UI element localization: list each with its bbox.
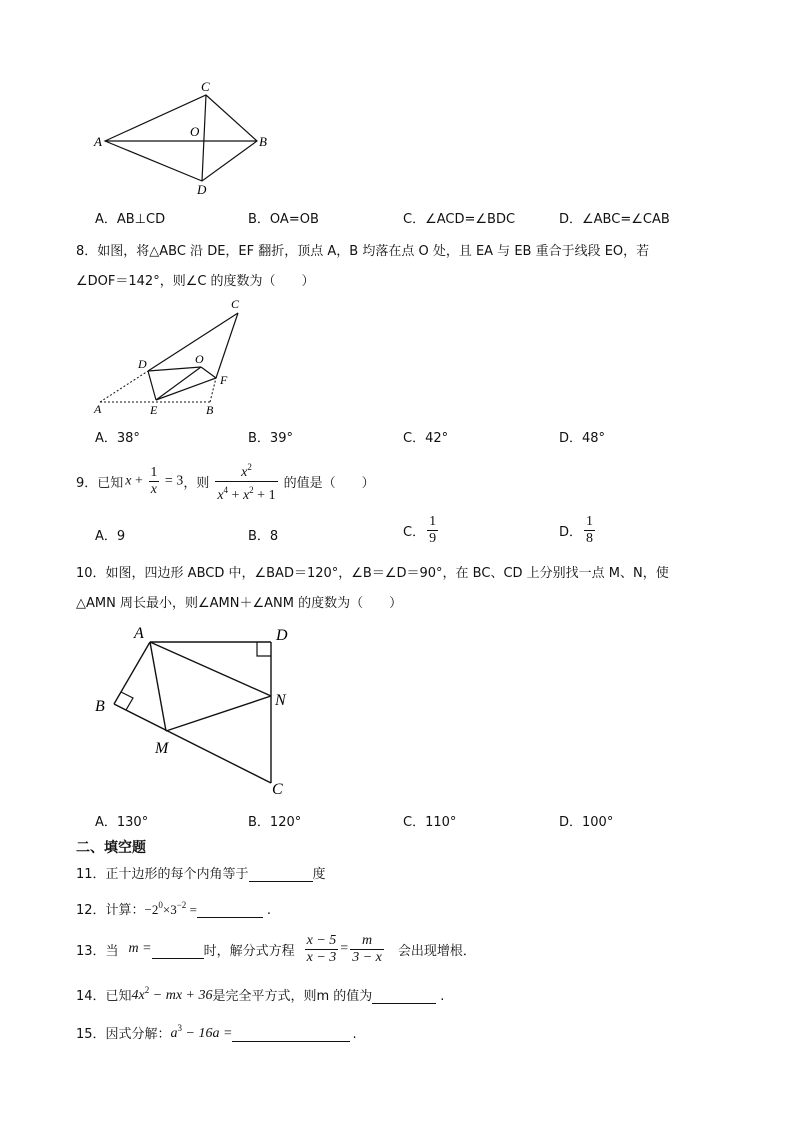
q8-segment-de bbox=[148, 371, 156, 400]
q9-option-a: A．9 bbox=[95, 529, 126, 544]
q9-prefix: 9．已知 bbox=[76, 475, 124, 491]
q12-answer-blank[interactable] bbox=[197, 903, 263, 918]
q10-segment-mn bbox=[166, 696, 271, 731]
q8-label-f: F bbox=[220, 373, 228, 387]
q10-side-bc bbox=[114, 704, 271, 783]
q7-label-o: O bbox=[190, 124, 200, 139]
q7-label-d: D bbox=[197, 182, 207, 197]
q9-option-d: D． $\frac{1}{8}$ bbox=[559, 514, 594, 546]
q8-dotted-bf bbox=[210, 378, 216, 402]
q10-stem-line2: △AMN 周长最小，则∠AMN＋∠ANM 的度数为（ ） bbox=[76, 596, 403, 611]
q9-condition: x + $\frac{1}{x}$ = 3 bbox=[125, 464, 184, 497]
q8-side-dc bbox=[148, 313, 238, 371]
q10-option-b: B．120° bbox=[248, 815, 302, 830]
q11 bbox=[76, 863, 326, 882]
q7-label-c: C bbox=[201, 79, 210, 94]
q11-text: 11．正十边形的每个内角等于 bbox=[76, 867, 249, 882]
q10-stem-line1: 10．如图，四边形 ABCD 中，∠BAD＝120°，∠B＝∠D＝90°，在 BC、CD 上分别找一点 M、N，使 bbox=[76, 566, 669, 581]
q8-label-d: D bbox=[138, 357, 147, 371]
q14-mid: 是完全平方式，则m 的值为 bbox=[212, 989, 373, 1004]
q8-segment-ef bbox=[156, 378, 216, 400]
q8-label-a: A bbox=[94, 402, 102, 416]
q11-answer-blank[interactable] bbox=[249, 867, 313, 882]
q15-end: . bbox=[352, 1027, 357, 1042]
q8-segment-do bbox=[148, 367, 201, 371]
q8-stem-line2: ∠DOF＝142°，则∠C 的度数为（ ） bbox=[76, 274, 315, 289]
q8-dotted-ad bbox=[100, 371, 148, 402]
q8-label-o: O bbox=[195, 352, 204, 366]
q14-expression: $4x^2$ − mx + 36 bbox=[131, 985, 213, 1003]
q8-label-b: B bbox=[206, 403, 214, 417]
q14-prefix: 14．已知 bbox=[76, 989, 132, 1004]
q8-option-d: D．48° bbox=[559, 431, 606, 446]
q10-option-c: C．110° bbox=[403, 815, 457, 830]
q8-label-c: C bbox=[231, 297, 240, 311]
q10-label-a: A bbox=[134, 625, 144, 642]
q7-option-a: A．AB⊥CD bbox=[95, 212, 166, 227]
q9-option-b: B．8 bbox=[248, 529, 279, 544]
q8-segment-of bbox=[201, 367, 216, 378]
q14-end: . bbox=[440, 989, 445, 1004]
q10-right-angle-b bbox=[121, 692, 133, 710]
q12-expression: $-2^0\times 3^{-2}$ = bbox=[144, 900, 197, 917]
q8-option-c: C．42° bbox=[403, 431, 449, 446]
q9-mid: ，则 bbox=[183, 475, 210, 491]
q8-option-b: B．39° bbox=[248, 431, 293, 446]
q9-option-c: C． $\frac{1}{9}$ bbox=[403, 514, 437, 546]
q12-prefix: 12．计算： bbox=[76, 903, 145, 918]
q15-prefix: 15．因式分解： bbox=[76, 1027, 171, 1042]
q8-figure bbox=[90, 295, 250, 420]
q7-diagonal-cd bbox=[202, 95, 206, 181]
q10-label-d: D bbox=[276, 627, 288, 644]
q14-answer-blank[interactable] bbox=[372, 989, 436, 1004]
q7-figure bbox=[85, 75, 280, 200]
q11-unit: 度 bbox=[312, 867, 326, 882]
q10-label-b: B bbox=[95, 698, 105, 715]
q9-expression: $\frac{x^2}{x^4 + x^2 + 1}$ bbox=[217, 461, 276, 503]
q13-m-eq: m = bbox=[128, 941, 152, 956]
q10-label-c: C bbox=[272, 781, 283, 798]
q7-option-c: C．∠ACD=∠BDC bbox=[403, 212, 516, 227]
q13 bbox=[76, 928, 476, 970]
q15-answer-blank[interactable] bbox=[232, 1027, 350, 1042]
section-heading-fill-in: 二、填空题 bbox=[76, 840, 146, 856]
q13-suffix: 会出现增根． bbox=[397, 943, 476, 959]
q13-answer-blank[interactable] bbox=[152, 946, 204, 959]
q14 bbox=[76, 985, 444, 1004]
q9-stem bbox=[76, 458, 375, 504]
q9-suffix: 的值是（ ） bbox=[283, 475, 375, 491]
q7-option-d: D．∠ABC=∠CAB bbox=[559, 212, 670, 227]
q7-label-a: A bbox=[94, 134, 102, 149]
q8-side-cf bbox=[216, 313, 238, 378]
q10-right-angle-d bbox=[257, 642, 271, 656]
q7-quadrilateral bbox=[105, 95, 257, 181]
q10-segment-an bbox=[150, 642, 271, 696]
q10-figure bbox=[90, 618, 305, 803]
q15-expression: $a^3 - 16a$ = bbox=[170, 1023, 233, 1041]
q15 bbox=[76, 1023, 357, 1042]
q8-segment-eo bbox=[156, 367, 201, 400]
q10-side-ab bbox=[114, 642, 150, 704]
q7-label-b: B bbox=[259, 134, 267, 149]
q13-equation: $\frac{x - 5}{x - 3}$ = $\frac{m}{3 - x}$ bbox=[306, 932, 382, 965]
q8-label-e: E bbox=[150, 403, 158, 417]
q7-option-b: B．OA=OB bbox=[248, 212, 319, 227]
q12 bbox=[76, 899, 271, 918]
q13-prefix: 13．当 bbox=[76, 943, 119, 959]
q10-segment-am bbox=[150, 642, 166, 731]
q10-option-d: D．100° bbox=[559, 815, 614, 830]
q10-label-n: N bbox=[275, 692, 286, 709]
q8-option-a: A．38° bbox=[95, 431, 140, 446]
q12-end: . bbox=[266, 903, 272, 918]
q10-option-a: A．130° bbox=[95, 815, 149, 830]
q8-stem-line1: 8．如图，将△ABC 沿 DE，EF 翻折，顶点 A，B 均落在点 O 处，且 EA 与 EB 重合于线段 EO，若 bbox=[76, 244, 650, 259]
q10-label-m: M bbox=[155, 740, 169, 757]
q13-mid: 时，解分式方程 bbox=[203, 943, 295, 959]
